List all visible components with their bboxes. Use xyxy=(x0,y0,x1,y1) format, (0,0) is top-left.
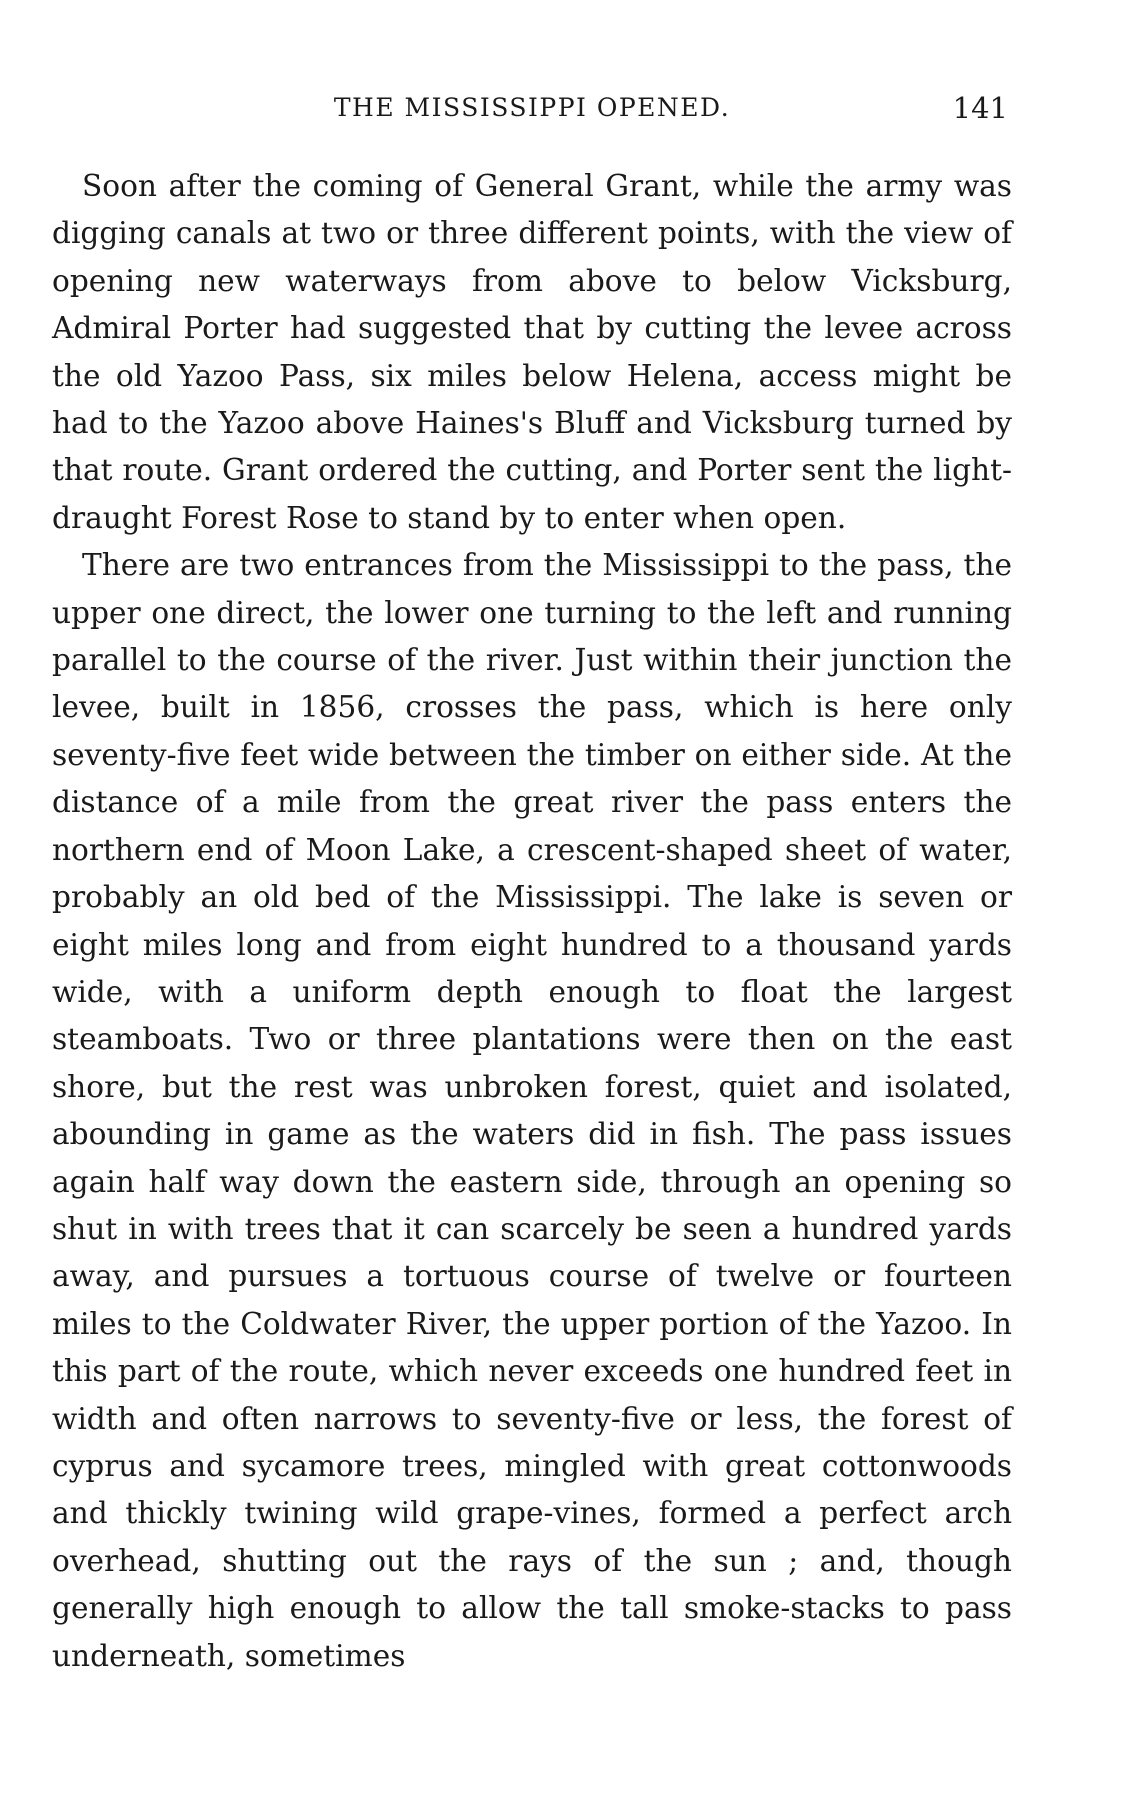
running-head xyxy=(52,88,1012,128)
paragraph-2: There are two entrances from the Mississippi to the pass, the upper one direct, the lower one turning to the left and running parallel to the course of the river. Just within their junction the levee, built in 1856, crosses the pass, which is here only seventy-five feet wide between the timber on either side. At the distance of a mile from the great river the pass enters the northern end of Moon Lake, a crescent-shaped sheet of water, probably an old bed of the Mississippi. The lake is seven or eight miles long and from eight hundred to a thousand yards wide, with a uniform depth enough to float the largest steamboats. Two or three plantations were then on the east shore, but the rest was unbroken forest, quiet and isolated, abounding in game as the waters did in fish. The pass issues again half way down the eastern side, through an opening so shut in with trees that it can scarcely be seen a hundred yards away, and pursues a tortuous course of twelve or fourteen miles to the Coldwater River, the upper portion of the Yazoo. In this part of the route, which never exceeds one hundred feet in width and often narrows to seventy-five or less, the forest of cyprus and sycamore trees, mingled with great cottonwoods and thickly twining wild grape-vines, formed a perfect arch overhead, shutting out the rays of the sun ; and, though generally high enough to allow the tall smoke-stacks to pass underneath, sometimes xyxy=(52,548,1012,1673)
body-text xyxy=(52,163,1012,1680)
running-title: THE MISSISSIPPI OPENED. xyxy=(333,93,731,122)
page-number: 141 xyxy=(952,91,1008,125)
paragraph-1: Soon after the coming of General Grant, while the army was digging canals at two or three different points, with the view of opening new waterways from above to below Vicksburg, Admiral Porter had suggested that by cutting the levee across the old Yazoo Pass, six miles below Helena, access might be had to the Yazoo above Haines's Bluff and Vicksburg turned by that route. Grant ordered the cutting, and Porter sent the light-draught Forest Rose to stand by to enter when open. xyxy=(52,169,1012,535)
